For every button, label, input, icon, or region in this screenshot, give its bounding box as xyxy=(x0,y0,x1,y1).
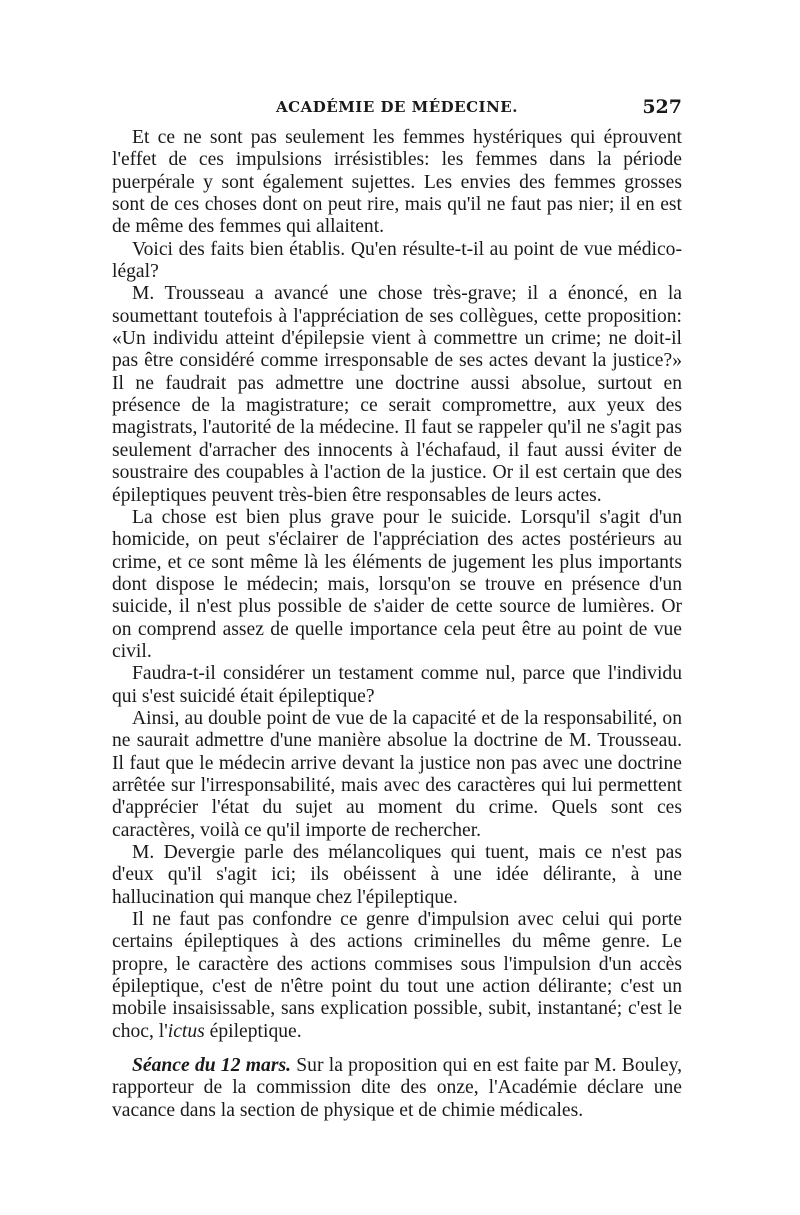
impulsion-text-end: épileptique. xyxy=(204,1020,302,1042)
paragraph-responsibility: Ainsi, au double point de vue de la capacité et de la responsabilité, on ne saurait admettre d'une manière absolue la doctrine de M. Trousseau. Il faut que le médecin arrive devant la justice non pas avec une doctrine arrêtée sur l'irresponsabilité, mais avec des caractères qui lui permettent d'apprécier l'état du sujet au moment du crime. Quels sont ces caractères, voilà ce qu'il importe de rechercher. xyxy=(112,707,682,841)
running-head-title: ACADÉMIE DE MÉDECINE. xyxy=(276,98,518,116)
body-text xyxy=(112,127,682,1122)
page-number: 527 xyxy=(642,96,682,118)
paragraph-suicide: La chose est bien plus grave pour le suicide. Lorsqu'il s'agit d'un homicide, on peut s'éclairer de l'appréciation des actes postérieurs au crime, et ce sont même là les éléments de jugement les plus importants dont dispose le médecin; mais, lorsqu'on se trouve en présence d'un suicide, il n'est plus possible de s'aider de cette source de lumières. Or on comprend assez de quelle importance cela peut être au point de vue civil. xyxy=(112,506,682,662)
paragraph-impulsion xyxy=(112,909,682,1043)
paragraph-trousseau: M. Trousseau a avancé une chose très-grave; il a énoncé, en la soumettant toutefois à l'appréciation de ses collègues, cette proposition: «Un individu atteint d'épilepsie vient à commettre un crime; ne doit-il pas être considéré comme irresponsable de ses actes devant la justice?» Il ne faudrait pas admettre une doctrine aussi absolue, surtout en présence de la magistrature; ce serait compromettre, aux yeux des magistrats, l'autorité de la médecine. Il faut se rappeler qu'il ne s'agit pas seulement d'arracher des innocents à l'échafaud, il faut aussi éviter de soustraire des coupables à l'action de la justice. Or il est certain que des épileptiques peuvent très-bien être responsables de leurs actes. xyxy=(112,283,682,506)
seance-text: Sur la proposition qui en est faite par M. Bouley, rapporteur de la commission dite des onze, l'Académie déclare une vacance dans la section de physique et de chimie médicales. xyxy=(112,1055,682,1121)
paragraph-medico-legal: Voici des faits bien établis. Qu'en résulte-t-il au point de vue médico-légal? xyxy=(112,238,682,283)
impulsion-text-start: Il ne faut pas confondre ce genre d'impulsion avec celui qui porte certains épileptiques à des actions criminelles du même genre. Le propre, le caractère des actions commises sous l'impulsion d'un accès épileptique, c'est de n'être point du tout une action délirante; c'est un mobile insaisissable, sans explication possible, subit, instantané; c'est le choc, l' xyxy=(112,909,682,1042)
running-head xyxy=(112,96,682,124)
seance-date-heading: Séance du 12 mars. xyxy=(132,1055,291,1077)
paragraph-hysteria: Et ce ne sont pas seulement les femmes hystériques qui éprouvent l'effet de ces impulsions irrésistibles: les femmes dans la période puerpérale y sont également sujettes. Les envies des femmes grosses sont de ces choses dont on peut rire, mais qu'il ne faut pas nier; il en est de même des femmes qui allaitent. xyxy=(112,127,682,238)
paragraph-seance xyxy=(112,1055,682,1122)
paragraph-devergie: M. Devergie parle des mélancoliques qui tuent, mais ce n'est pas d'eux qu'il s'agit ici; ils obéissent à une idée délirante, à une hallucination qui manque chez l'épileptique. xyxy=(112,842,682,908)
paragraph-testament: Faudra-t-il considérer un testament comme nul, parce que l'individu qui s'est suicidé était épileptique? xyxy=(112,663,682,707)
ictus-word: ictus xyxy=(167,1020,205,1042)
